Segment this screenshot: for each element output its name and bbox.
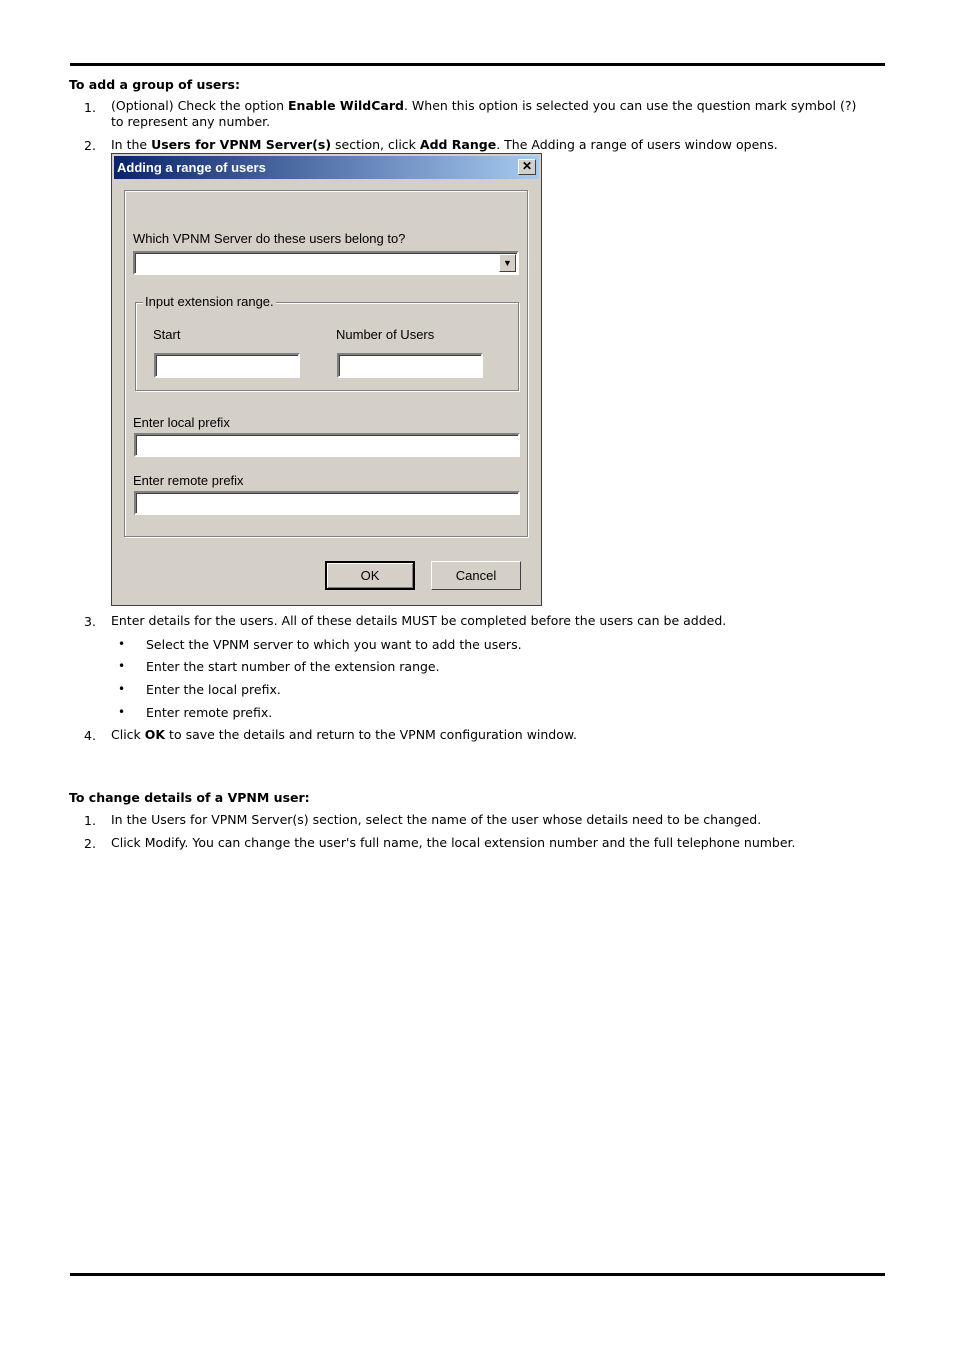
step-text: In the Users for VPNM Server(s) section, select the name of the user whose details need to be changed. bbox=[111, 812, 762, 827]
local-prefix-input[interactable] bbox=[134, 433, 520, 457]
bullet-icon: • bbox=[118, 705, 126, 719]
dialog-titlebar bbox=[114, 156, 539, 179]
extension-range-group bbox=[135, 294, 519, 391]
remote-prefix-input[interactable] bbox=[134, 491, 520, 515]
close-icon[interactable]: ✕ bbox=[518, 159, 536, 175]
start-input[interactable] bbox=[154, 353, 300, 378]
step-text: Enter details for the users. All of these details MUST be completed before the users can be added. bbox=[111, 613, 727, 628]
bullet-text: Enter the start number of the extension range. bbox=[146, 659, 440, 674]
bottom-rule bbox=[70, 1273, 885, 1276]
dialog-title: Adding a range of users bbox=[117, 160, 266, 175]
bullet-text: Enter remote prefix. bbox=[146, 705, 273, 720]
step-number: 2. bbox=[84, 836, 96, 851]
bullet-text: Select the VPNM server to which you want to add the users. bbox=[146, 637, 522, 652]
adding-range-dialog bbox=[111, 153, 542, 606]
top-rule bbox=[70, 63, 885, 66]
bullet-icon: • bbox=[118, 659, 126, 673]
bullet-text: Enter the local prefix. bbox=[146, 682, 281, 697]
step-number: 2. bbox=[84, 138, 96, 153]
step-number: 4. bbox=[84, 728, 96, 743]
bullet-icon: • bbox=[118, 682, 126, 696]
cancel-button[interactable]: Cancel bbox=[431, 561, 521, 590]
group-label: Input extension range. bbox=[145, 294, 274, 309]
number-of-users-label: Number of Users bbox=[336, 327, 435, 342]
remote-prefix-label: Enter remote prefix bbox=[133, 473, 244, 488]
start-label: Start bbox=[153, 327, 181, 342]
section-heading-add-group: To add a group of users: bbox=[69, 77, 240, 92]
step-text: Click OK to save the details and return to the VPNM configuration window. bbox=[111, 727, 577, 742]
chevron-down-icon[interactable]: ▼ bbox=[499, 254, 516, 272]
server-combobox[interactable] bbox=[133, 251, 519, 275]
dialog-panel bbox=[124, 190, 528, 537]
bullet-icon: • bbox=[118, 637, 126, 651]
step-number: 3. bbox=[84, 614, 96, 629]
server-label: Which VPNM Server do these users belong to? bbox=[133, 231, 406, 246]
local-prefix-label: Enter local prefix bbox=[133, 415, 230, 430]
number-of-users-input[interactable] bbox=[337, 353, 483, 378]
step-text: In the Users for VPNM Server(s) section, click Add Range. The Adding a range of users window opens. bbox=[111, 137, 778, 152]
step-number: 1. bbox=[84, 813, 96, 828]
section-heading-change-details: To change details of a VPNM user: bbox=[69, 790, 310, 805]
step-number: 1. bbox=[84, 100, 96, 115]
step-text: Click Modify. You can change the user's full name, the local extension number and the full telephone number. bbox=[111, 835, 796, 850]
step-text: (Optional) Check the option Enable WildCard. When this option is selected you can use the question mark symbol (?) to represent any number. bbox=[111, 98, 857, 129]
ok-button[interactable]: OK bbox=[325, 561, 415, 590]
